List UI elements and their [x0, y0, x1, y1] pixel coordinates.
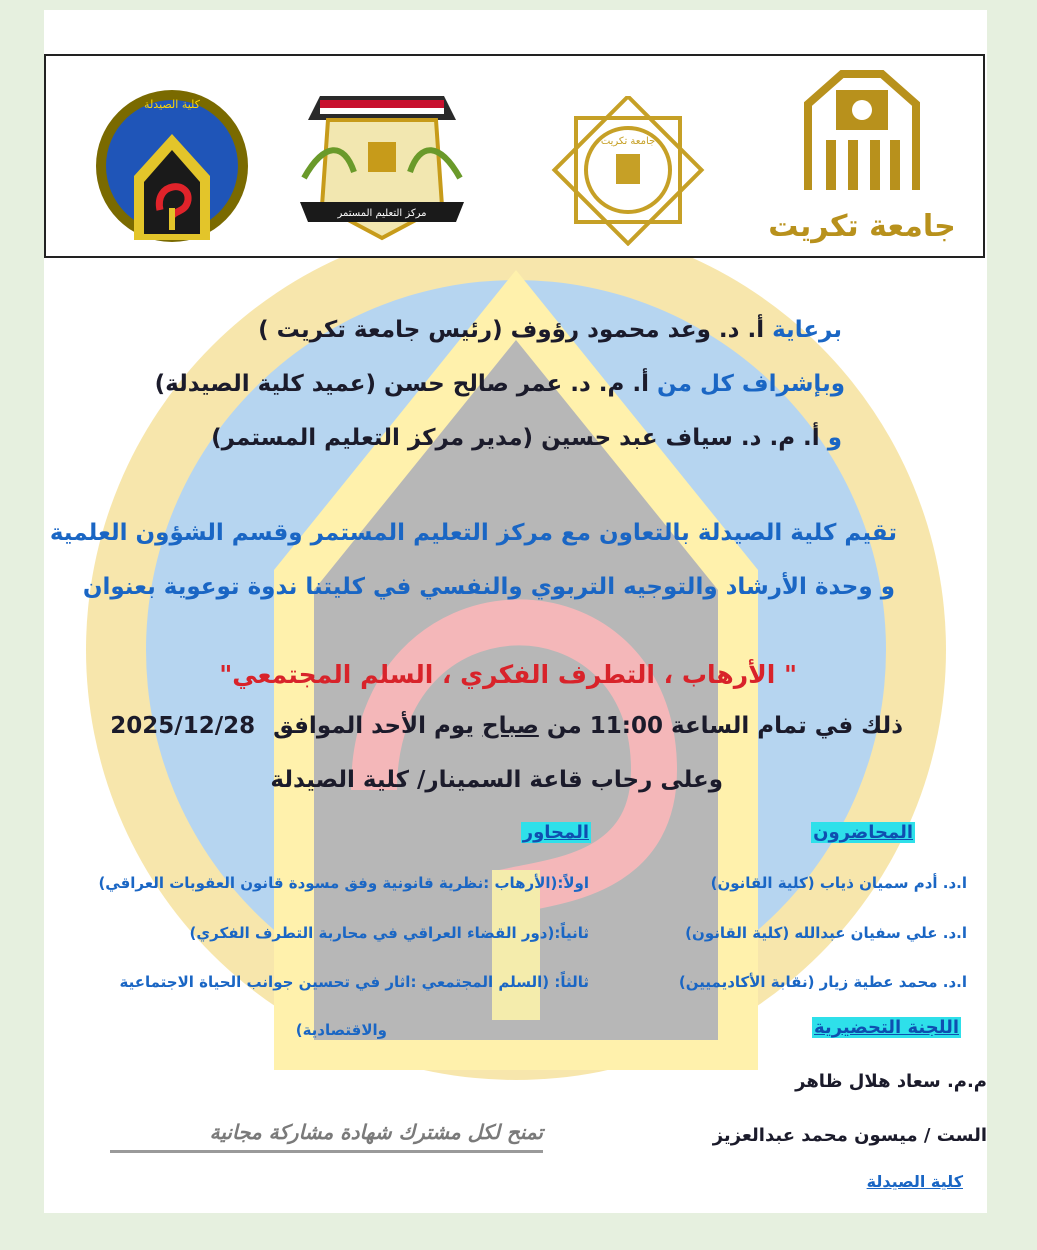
topic-3: ثالثاً: (السلم المجتمعي :اثار في تحسين جوانب الحياة الاجتماعية [119, 973, 589, 991]
committee-member-2: الست / ميسون محمد عبدالعزيز [712, 1125, 987, 1146]
university-logo-caption: جامعة تكريت [768, 209, 956, 244]
tikrit-university-logo [762, 64, 962, 252]
sponsorship-line-1-prefix: برعاية [772, 317, 842, 343]
schedule-morning: صباح [482, 713, 539, 739]
venue-line: وعلى رحاب قاعة السمينار/ كلية الصيدلة [270, 767, 723, 793]
schedule-line [110, 713, 903, 739]
schedule-day: يوم الأحد الموافق [273, 713, 474, 739]
continuing-education-logo [284, 82, 480, 248]
sponsorship-line-2-prefix: وبإشراف كل من [657, 371, 845, 397]
center-logo-caption: مركز التعليم المستمر [337, 208, 427, 219]
sponsorship-line-2 [155, 371, 845, 397]
sponsorship-line-2-text: أ. م. د. عمر صالح حسن (عميد كلية الصيدلة) [154, 371, 650, 397]
intro-line-1: تقيم كلية الصيدلة بالتعاون مع مركز التعليم المستمر وقسم الشؤون العلمية [49, 520, 897, 546]
certificate-underline [110, 1150, 543, 1153]
pharmacy-college-logo [72, 84, 272, 248]
intro-line-2: و وحدة الأرشاد والتوجيه التربوي والنفسي في كليتنا ندوة توعوية بعنوان [82, 574, 895, 600]
pharmacy-logo-caption: كلية الصيدلة [144, 98, 200, 111]
topic-2: ثانياً:(دور القضاء العراقي في محاربة التطرف الفكري) [189, 924, 589, 942]
lecturer-2: ا.د. علي سفيان عبدالله (كلية القانون) [685, 924, 967, 942]
ring-logo-caption: جامعة تكريت [600, 136, 656, 147]
sponsorship-line-3-prefix: و [827, 425, 842, 451]
schedule-date: 2025/12/28 [110, 713, 256, 739]
lecturer-1: ا.د. أدم سميان ذياب (كلية القانون) [710, 874, 967, 892]
sponsorship-line-3-text: أ. م. د. سياف عبد حسين (مدير مركز التعليم المستمر) [211, 425, 820, 451]
committee-heading: اللجنة التحضيرية [814, 1017, 959, 1038]
logo-header [44, 54, 985, 258]
seminar-title: " الأرهاب ، التطرف الفكري ، السلم المجتمعي" [219, 660, 797, 689]
flyer-page [44, 10, 987, 1213]
committee-college: كلية الصيدلة [866, 1172, 963, 1191]
certificate-note: تمنح لكل مشترك شهادة مشاركة مجانية [209, 1120, 543, 1144]
tikrit-ring-logo [542, 96, 714, 246]
schedule-time: ذلك في تمام الساعة 11:00 من [546, 713, 903, 739]
lecturer-3: ا.د. محمد عطية زيار (نقابة الأكاديميين) [678, 973, 967, 991]
sponsorship-line-3 [211, 425, 842, 451]
topic-1: اولاً:(الأرهاب :نظرية قانونية وفق مسودة قانون العقوبات العراقي) [98, 874, 589, 892]
sponsorship-line-1-text: أ. د. وعد محمود رؤوف (رئيس جامعة تكريت ) [258, 317, 765, 343]
topic-3-continuation: والاقتصادية) [295, 1021, 387, 1039]
committee-member-1: م.م. سعاد هلال ظاهر [795, 1071, 987, 1092]
lecturers-heading: المحاضرون [813, 822, 913, 843]
topics-heading: المحاور [522, 822, 589, 843]
sponsorship-line-1 [258, 317, 842, 343]
